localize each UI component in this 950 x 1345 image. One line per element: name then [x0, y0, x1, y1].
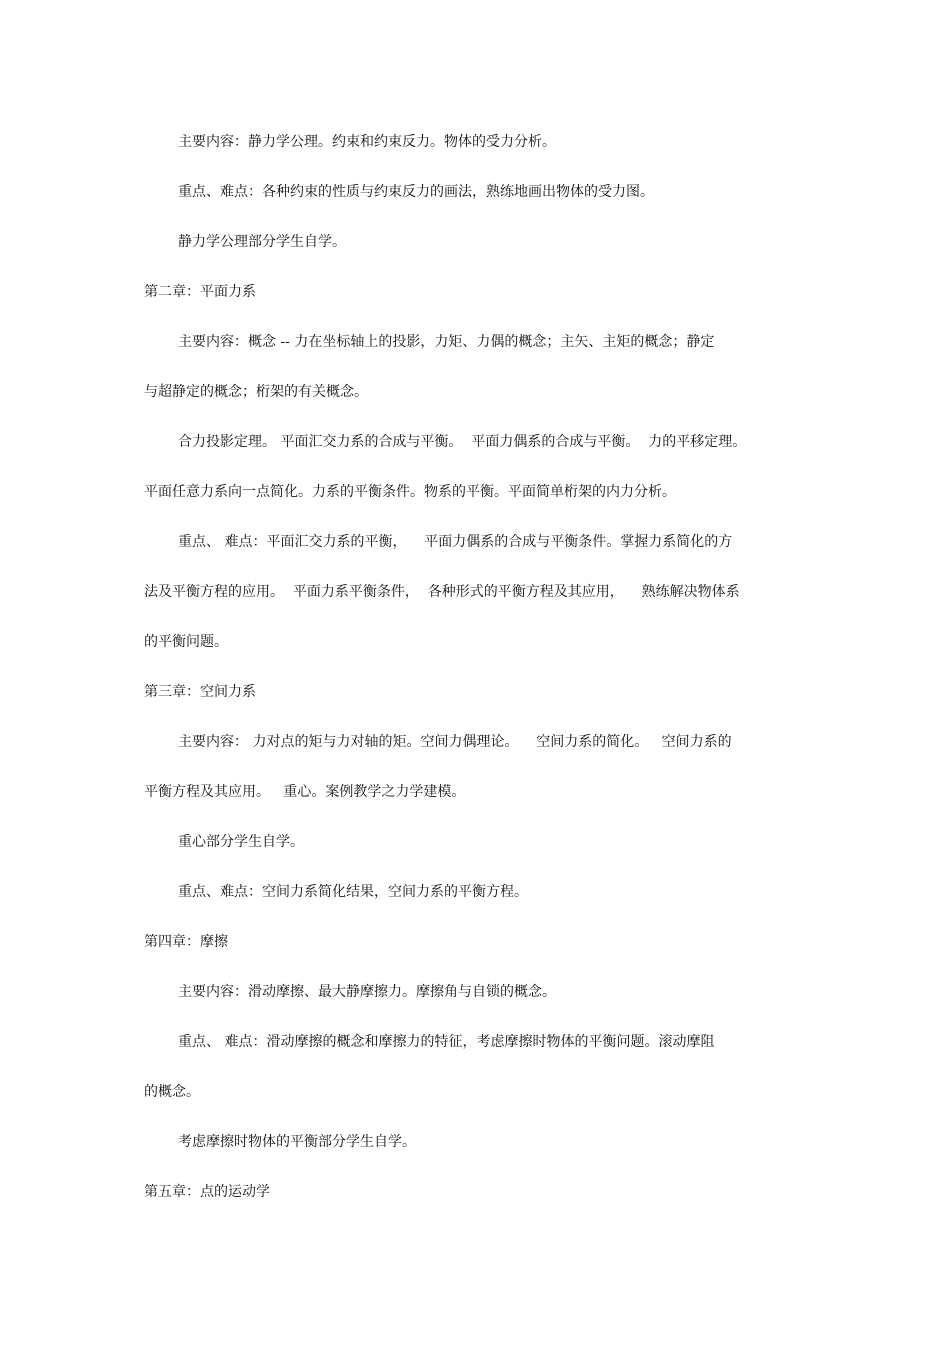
paragraph-line: 考虑摩擦时物体的平衡部分学生自学。 [178, 1134, 416, 1150]
paragraph-line: 法及平衡方程的应用。 平面力系平衡条件， 各种形式的平衡方程及其应用， 熟练解决物体系 [144, 584, 740, 600]
chapter-heading: 第四章：摩擦 [144, 934, 228, 950]
paragraph-line: 静力学公理部分学生自学。 [178, 234, 346, 250]
paragraph-line: 合力投影定理。 平面汇交力系的合成与平衡。 平面力偶系的合成与平衡。 力的平移定理。 [178, 434, 747, 450]
paragraph-line: 主要内容：概念 -- 力在坐标轴上的投影，力矩、力偶的概念；主矢、主矩的概念；静定 [178, 334, 715, 350]
paragraph-line: 重心部分学生自学。 [178, 834, 304, 850]
chapter-heading: 第五章：点的运动学 [144, 1184, 270, 1200]
paragraph-line: 重点、难点：各种约束的性质与约束反力的画法，熟练地画出物体的受力图。 [178, 184, 654, 200]
paragraph-line: 重点、 难点：平面汇交力系的平衡， 平面力偶系的合成与平衡条件。掌握力系简化的方 [178, 534, 733, 550]
paragraph-line: 平面任意力系向一点简化。力系的平衡条件。物系的平衡。平面简单桁架的内力分析。 [144, 484, 676, 500]
paragraph-line: 与超静定的概念；桁架的有关概念。 [144, 384, 368, 400]
paragraph-line: 主要内容： 力对点的矩与力对轴的矩。空间力偶理论。 空间力系的简化。 空间力系的 [178, 734, 732, 750]
paragraph-line: 重点、难点：空间力系简化结果，空间力系的平衡方程。 [178, 884, 528, 900]
chapter-heading: 第三章：空间力系 [144, 684, 256, 700]
chapter-heading: 第二章：平面力系 [144, 284, 256, 300]
paragraph-line: 重点、 难点：滑动摩擦的概念和摩擦力的特征，考虑摩擦时物体的平衡问题。滚动摩阻 [178, 1034, 715, 1050]
paragraph-line: 平衡方程及其应用。 重心。案例教学之力学建模。 [144, 784, 466, 800]
paragraph-line: 主要内容：滑动摩擦、最大静摩擦力。摩擦角与自锁的概念。 [178, 984, 556, 1000]
paragraph-line: 主要内容：静力学公理。约束和约束反力。物体的受力分析。 [178, 134, 556, 150]
paragraph-line: 的平衡问题。 [144, 634, 228, 650]
paragraph-line: 的概念。 [144, 1084, 200, 1100]
